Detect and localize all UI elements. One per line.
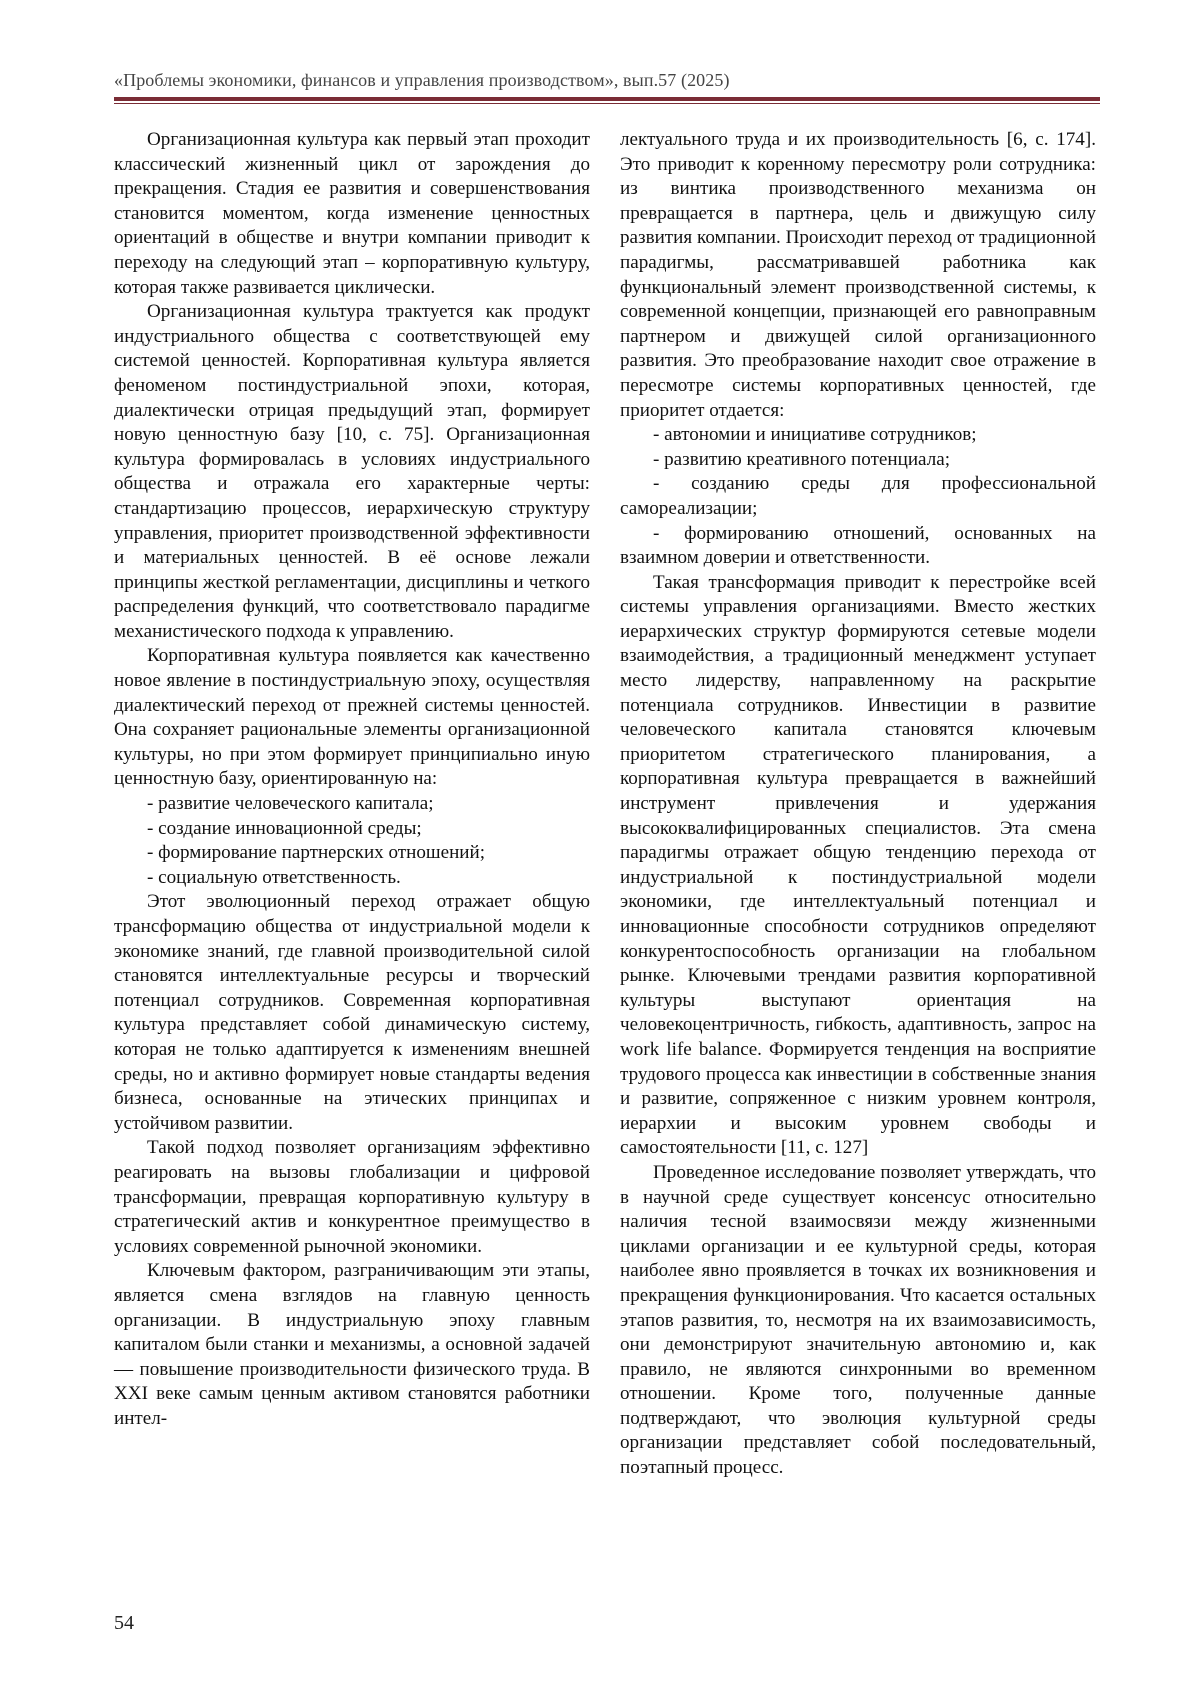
paragraph-continued: лектуального труда и их производительность [6, с. 174]. Это приводит к коренному пересмотру роли сотрудника: из винтика производственного механизма он превращается в партнера, цель и движущую силу развития компании. Происходит переход от традиционной парадигмы, рассматривавшей работника как функциональный элемент производственной системы, к современной концепции, признающей его равноправным партнером и движущей силой организационного развития. Это преобразование находит свое отражение в пересмотре системы корпоративных ценностей, где приоритет отдается: [620, 129, 1096, 421]
page-number: 54 [114, 1612, 134, 1634]
paragraph: Ключевым фактором, разграничивающим эти этапы, является смена взглядов на главную ценность организации. В индустриальную эпоху главным капиталом были станки и механизмы, а основной задачей — повышение производительности физического труда. В XXI веке самым ценным активом становятся работники интел- [114, 1260, 590, 1429]
paragraph: Такой подход позволяет организациям эффективно реагировать на вызовы глобализации и цифровой трансформации, превращая корпоративную культуру в стратегический актив и конкурентное преимущество в условиях современной рыночной экономики. [114, 1137, 590, 1257]
paragraph: Корпоративная культура появляется как качественно новое явление в постиндустриальную эпоху, осуществляя диалектический переход от прежней системы ценностей. Она сохраняет рациональные элементы организационной культуры, но при этом формирует принципиально иную ценностную базу, ориентированную на: [114, 645, 590, 790]
list-item: - формированию отношений, основанных на взаимном доверии и ответственности. [620, 522, 1096, 569]
header-rule [114, 97, 1100, 101]
list-item: - создание инновационной среды; [147, 817, 422, 839]
paragraph: Этот эволюционный переход отражает общую трансформацию общества от индустриальной модели к экономике знаний, где главной производительной силой становятся интеллектуальные ресурсы и творческий потенциал сотрудников. Современная корпоративная культура представляет собой динамическую систему, которая не только адаптируется к изменениям внешней среды, но и активно формирует новые стандарты ведения бизнеса, основанные на этических принципах и устойчивом развитии. [114, 891, 590, 1134]
list-item: - созданию среды для профессиональной самореализации; [620, 473, 1096, 519]
running-header: «Проблемы экономики, финансов и управления производством», вып.57 (2025) [114, 70, 730, 90]
left-column [114, 128, 590, 1431]
header-rule-thin [114, 103, 1100, 104]
list-item: - социальную ответственность. [147, 866, 401, 888]
paragraph: Организационная культура как первый этап проходит классический жизненный цикл от зарождения до прекращения. Стадия ее развития и совершенствования становится моментом, когда изменение ценностных ориентаций в обществе и внутри компании приводит к переходу на следующий этап – корпоративную культуру, которая также развивается циклически. [114, 129, 590, 298]
list-item: - развитию креативного потенциала; [653, 448, 950, 470]
list-item: - автономии и инициативе сотрудников; [653, 424, 977, 446]
paragraph: Организационная культура трактуется как продукт индустриального общества с соответствующей ему системой ценностей. Корпоративная культура является феноменом постиндустриальной эпохи, которая, диалектически отрицая предыдущий этап, формирует новую ценностную базу [10, с. 75]. Организационная культура формировалась в условиях индустриального общества и отражала его характерные черты: стандартизацию процессов, иерархическую структуру управления, приоритет производственной эффективности и материальных ценностей. В её основе лежали принципы жесткой регламентации, дисциплины и четкого распределения функций, что соответствовало парадигме механистического подхода к управлению. [114, 301, 590, 642]
paragraph: Проведенное исследование позволяет утверждать, что в научной среде существует консенсус относительно наличия тесной взаимосвязи между жизненными циклами организации и ее культурной среды, которая наиболее явно проявляется в точках их возникновения и прекращения функционирования. Что касается остальных этапов развития, то, несмотря на их взаимозависимость, они демонстрируют значительную автономию и, как правило, не являются синхронными во временном отношении. Кроме того, полученные данные подтверждают, что эволюция культурной среды организации представляет собой последовательный, поэтапный процесс. [620, 1161, 1096, 1479]
list-item: - развитие человеческого капитала; [147, 793, 434, 815]
right-column [620, 128, 1096, 1481]
list-item: - формирование партнерских отношений; [147, 842, 486, 864]
paragraph: Такая трансформация приводит к перестройке всей системы управления организациями. Вместо жестких иерархических структур формируются сетевые модели взаимодействия, а традиционный менеджмент уступает место лидерству, направленному на раскрытие потенциала сотрудников. Инвестиции в развитие человеческого капитала становятся ключевым приоритетом стратегического планирования, а корпоративная культура превращается в важнейший инструмент привлечения и удержания высококвалифицированных специалистов. Эта смена парадигмы отражает общую тенденцию перехода от индустриальной к постиндустриальной модели экономики, где интеллектуальный потенциал и инновационные способности сотрудников определяют конкурентоспособность организации на глобальном рынке. Ключевыми трендами развития корпоративной культуры выступают ориентация на человекоцентричность, гибкость, адаптивность, запрос на work life balance. Формируется тенденция на восприятие трудового процесса как инвестиции в собственные знания и развитие, сопряженное с низким уровнем контроля, иерархии и высоким уровнем свободы и самостоятельности [11, с. 127] [620, 571, 1096, 1159]
